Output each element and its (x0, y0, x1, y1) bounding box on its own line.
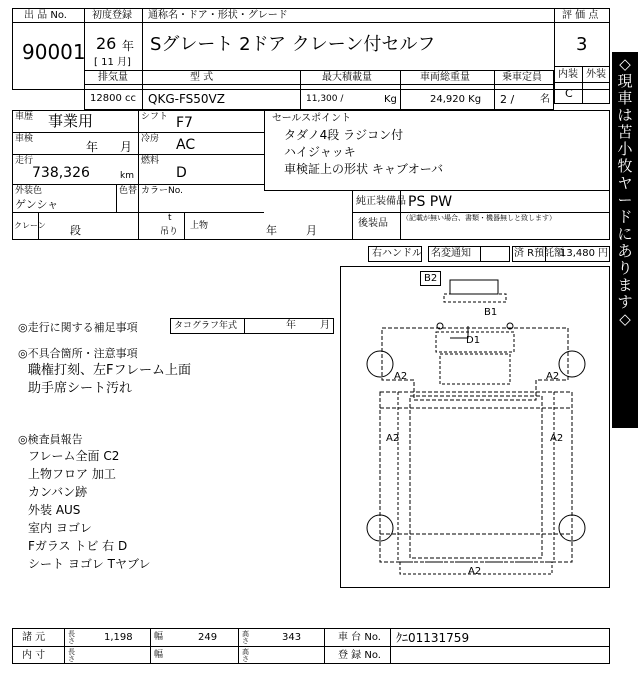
color-label: 外装色 (15, 186, 43, 196)
inspector-line: 外装 AUS (28, 503, 81, 517)
interior-grade: C (565, 87, 573, 100)
inspector-line: フレーム全面 C2 (28, 449, 120, 463)
inspection-month-unit: 月 (120, 140, 133, 154)
fuel-value: D (176, 165, 187, 181)
damage-mark-b1: B1 (484, 307, 498, 318)
capacity-unit: 名 (540, 94, 550, 105)
damage-mark-a2-left-front: A2 (394, 371, 408, 382)
payload-value: 11,300 / (306, 94, 344, 104)
inner-height-label: 高さ (242, 648, 249, 663)
color-code-label: カラーNo. (141, 186, 183, 196)
upper-month-unit: 月 (306, 224, 317, 237)
damage-mark-a2-right-front: A2 (546, 371, 560, 382)
shift-label: シフト (141, 112, 169, 122)
inspector-label: ◎検査員報告 (18, 433, 83, 446)
model-value: QKG-FS50VZ (148, 92, 225, 106)
driving-notes-label: ◎走行に関する補足事項 (18, 321, 138, 334)
defect-line: 職権打刻、左Fフレーム上面 (28, 363, 191, 378)
length-label: 長さ (68, 630, 75, 645)
gross-label: 車両総重量 (420, 72, 470, 83)
tacho-year-unit: 年 (286, 320, 296, 331)
damage-mark-a2-right-side: A2 (550, 433, 564, 444)
capacity-value: 2 / (500, 93, 515, 106)
displacement-label: 排気量 (98, 72, 128, 83)
equipment-label: 純正装備品 (356, 196, 406, 207)
score-value: 3 (576, 34, 588, 55)
tacho-label: タコグラフ年式 (174, 321, 238, 331)
first-reg-label: 初度登録 (92, 10, 132, 21)
model-label: 型 式 (190, 72, 214, 83)
width-value: 249 (198, 632, 218, 643)
dims-label: 諸 元 (22, 632, 46, 643)
score-label: 評 価 点 (562, 10, 599, 21)
equipment-value: PS PW (408, 194, 453, 210)
recycle-unit: 円 (598, 248, 608, 259)
lot-no-value: 90001 (22, 40, 86, 64)
chassis-label: 車 台 No. (338, 632, 381, 643)
length-value: 1,198 (104, 632, 133, 643)
lot-no-label: 出 品 No. (24, 10, 67, 21)
vehicle-name: Sグレート 2ドア クレーン付セルフ (150, 34, 436, 55)
inspector-line: カンバン跡 (28, 485, 88, 499)
recycle-value: 13,480 (560, 248, 595, 259)
history-label: 車歴 (15, 112, 34, 122)
inspector-line: Fガラス トビ 右 D (28, 539, 128, 553)
aftermarket-note: （記載が無い場合、書類・機器無しと致します） (402, 214, 556, 222)
truck-top-view-diagram (340, 266, 610, 588)
handle-value: 右ハンドル (372, 248, 422, 259)
interior-label: 内装 (558, 69, 578, 80)
upper-year-unit: 年 (266, 224, 277, 237)
ac-value: AC (176, 137, 196, 153)
inspection-label: 車検 (15, 134, 34, 144)
crane-t-unit: t (168, 213, 172, 223)
sales-points-label: セールスポイント (272, 113, 352, 124)
vehicle-name-label: 通称名・ドア・形状・グレード (148, 10, 288, 21)
height-label: 高さ (242, 630, 249, 645)
registration-label: 登 録 No. (338, 650, 381, 661)
inner-width-label: 幅 (154, 650, 164, 660)
crane-stage-unit: 段 (70, 224, 81, 237)
sales-point-line: 車検証上の形状 キャブオーバ (284, 162, 444, 176)
defects-label: ◎不具合箇所・注意事項 (18, 347, 138, 360)
sales-point-line: ハイジャッキ (284, 145, 356, 159)
capacity-label: 乗車定員 (502, 72, 542, 83)
aftermarket-label: 後装品 (358, 218, 388, 229)
color-no-label: 色替 (119, 186, 138, 196)
damage-mark-a2-rear: A2 (468, 566, 482, 577)
first-reg-year-unit: 年 (122, 39, 135, 53)
name-change-label: 名変通知 (431, 248, 471, 259)
damage-mark-a2-left-side: A2 (386, 433, 400, 444)
first-reg-year: 26 (96, 34, 117, 53)
damage-mark-b2: B2 (420, 271, 441, 286)
exterior-label: 外装 (586, 69, 606, 80)
displacement-value: 12800 cc (90, 93, 136, 104)
recycle-label: 済 R預託額 (514, 248, 565, 259)
inner-dims-label: 内 寸 (22, 650, 46, 661)
mileage-label: 走行 (15, 156, 34, 166)
upper-label: 上物 (190, 221, 209, 231)
first-reg-month: [ 11 月] (94, 57, 131, 68)
yard-location-text: ◇ 現車は苫小牧ヤードにあります ◇ (617, 55, 633, 328)
defect-line: 助手席シート汚れ (28, 381, 133, 396)
inner-length-label: 長さ (68, 648, 75, 663)
chassis-value: ｸﾆ01131759 (396, 631, 470, 645)
mileage-value: 738,326 (32, 165, 90, 181)
payload-unit: Kg (384, 94, 397, 105)
width-label: 幅 (154, 632, 164, 642)
tacho-month-unit: 月 (320, 320, 330, 331)
payload-label: 最大積載量 (322, 72, 372, 83)
ac-label: 冷房 (141, 134, 160, 144)
crane-label: クレーン (14, 221, 46, 230)
mileage-unit: km (120, 171, 134, 181)
sales-point-line: タダノ4段 ラジコン付 (284, 128, 404, 142)
color-value: ゲンシャ (15, 198, 59, 211)
height-value: 343 (282, 632, 302, 643)
gross-value: 24,920 Kg (430, 94, 482, 105)
inspector-line: 上物フロア 加工 (28, 467, 116, 481)
fuel-label: 燃料 (141, 156, 160, 166)
crane-suspend-unit: 吊り (160, 227, 179, 237)
shift-value: F7 (176, 115, 193, 131)
inspector-line: シート ヨゴレ Tヤブレ (28, 557, 151, 571)
damage-mark-d1: D1 (466, 335, 481, 346)
inspector-line: 室内 ヨゴレ (28, 521, 92, 535)
inspection-year-unit: 年 (86, 140, 99, 154)
history-value: 事業用 (48, 112, 94, 130)
yard-location-banner (612, 52, 638, 428)
